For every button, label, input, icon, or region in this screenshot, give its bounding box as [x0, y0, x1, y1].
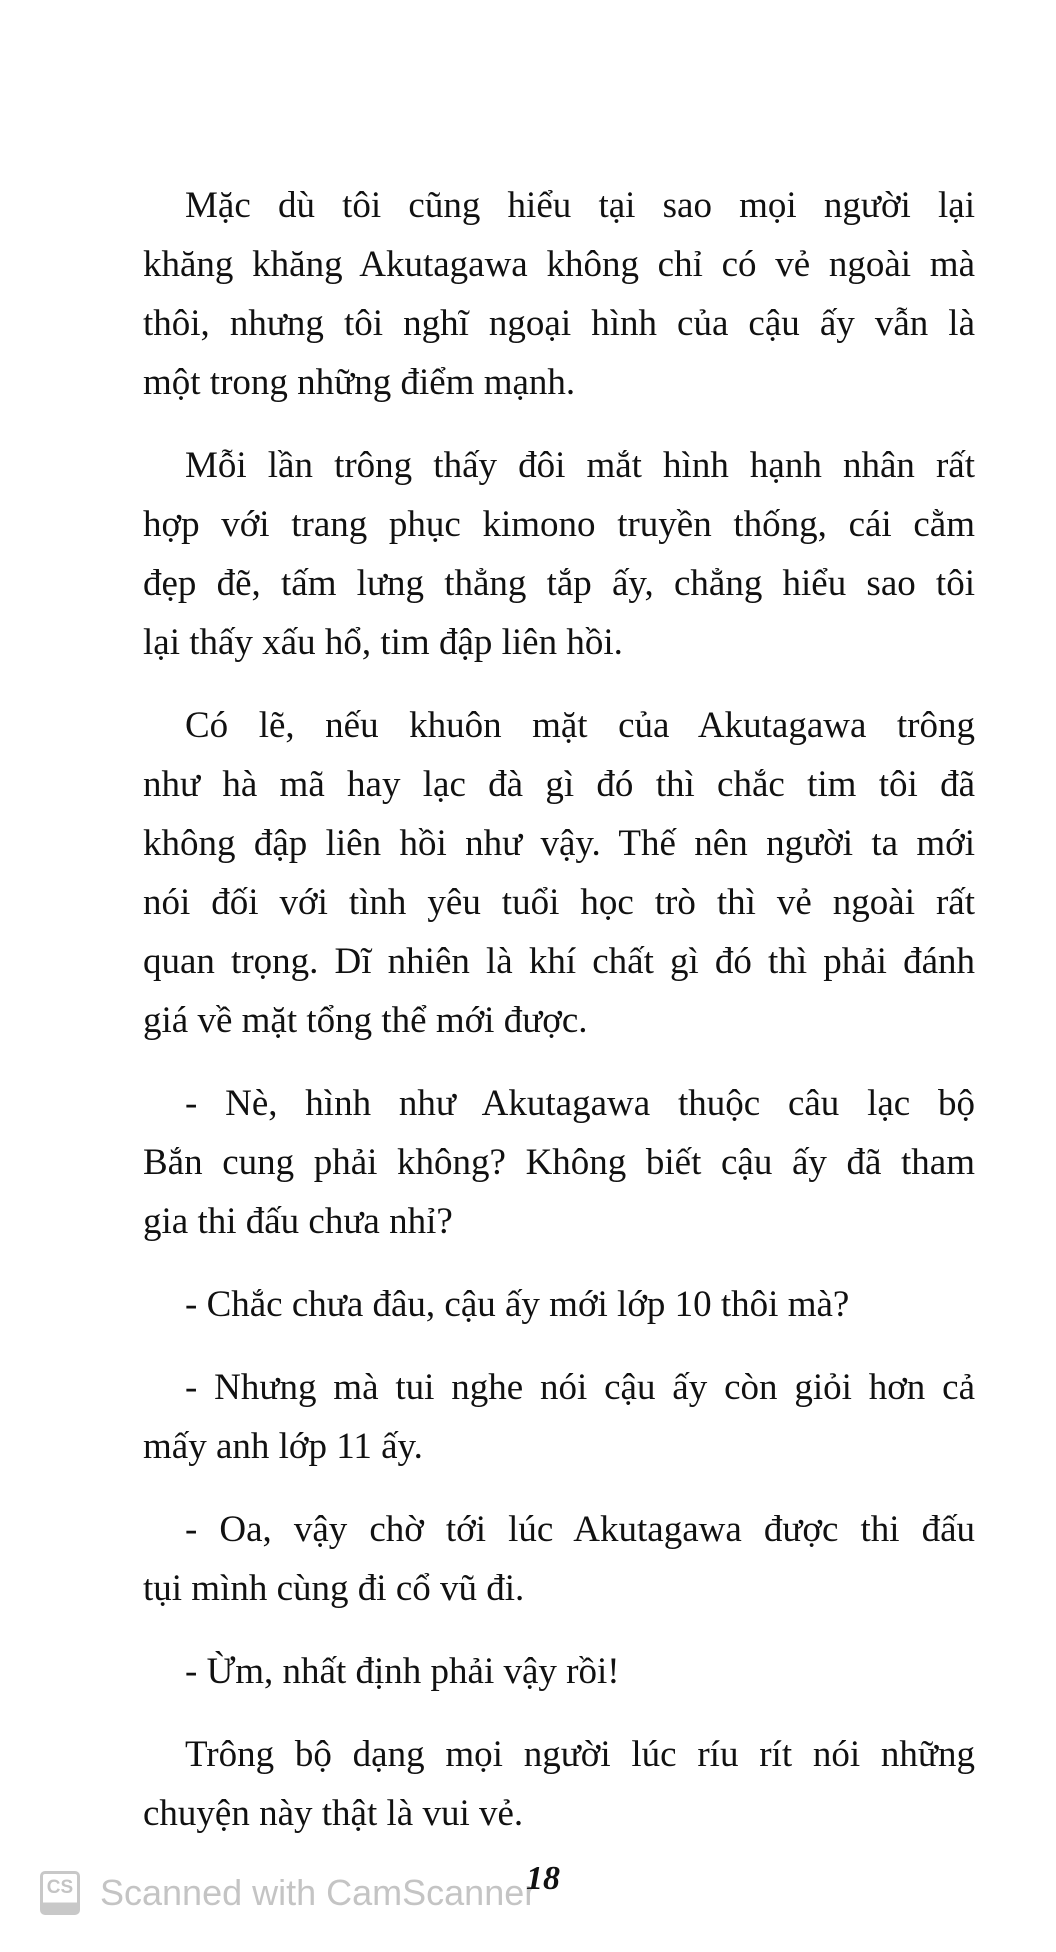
text-line: - Nè, hình như Akutagawa thuộc câu lạc bộ: [185, 1083, 975, 1124]
paragraph: [143, 436, 975, 672]
text-line: chuyện này thật là vui vẻ.: [143, 1793, 524, 1834]
text-line: hợp với trang phục kimono truyền thống, cái cằm: [143, 504, 975, 545]
text-line: Trông bộ dạng mọi người lúc ríu rít nói những: [185, 1734, 975, 1775]
paragraph: [143, 1358, 975, 1476]
text-line: Mỗi lần trông thấy đôi mắt hình hạnh nhân rất: [185, 445, 975, 486]
page-number: 18: [526, 1860, 560, 1897]
paragraph: [143, 1642, 975, 1701]
paragraph: [143, 1275, 975, 1334]
paragraph: [143, 176, 975, 412]
paragraph: [143, 1725, 975, 1843]
text-line: như hà mã hay lạc đà gì đó thì chắc tim tôi đã: [143, 764, 975, 805]
paragraph: [143, 696, 975, 1050]
text-line: thôi, nhưng tôi nghĩ ngoại hình của cậu ấy vẫn là: [143, 303, 975, 344]
book-page-text: [143, 176, 975, 1867]
text-line: - Ừm, nhất định phải vậy rồi!: [185, 1651, 620, 1692]
text-line: tụi mình cùng đi cổ vũ đi.: [143, 1568, 525, 1609]
text-line: quan trọng. Dĩ nhiên là khí chất gì đó thì phải đánh: [143, 941, 975, 982]
camscanner-logo-icon: CS: [40, 1871, 80, 1915]
text-line: - Nhưng mà tui nghe nói cậu ấy còn giỏi hơn cả: [185, 1367, 975, 1408]
text-line: nói đối với tình yêu tuổi học trò thì vẻ ngoài rất: [143, 882, 975, 923]
paragraph: [143, 1500, 975, 1618]
text-line: mấy anh lớp 11 ấy.: [143, 1426, 423, 1467]
text-line: - Chắc chưa đâu, cậu ấy mới lớp 10 thôi mà?: [185, 1284, 850, 1325]
paragraph: [143, 1074, 975, 1251]
text-line: Có lẽ, nếu khuôn mặt của Akutagawa trông: [185, 705, 975, 746]
text-line: lại thấy xấu hổ, tim đập liên hồi.: [143, 622, 623, 663]
text-line: không đập liên hồi như vậy. Thế nên người ta mới: [143, 823, 975, 864]
text-line: giá về mặt tổng thể mới được.: [143, 1000, 588, 1041]
text-line: Bắn cung phải không? Không biết cậu ấy đã tham: [143, 1142, 975, 1183]
camscanner-watermark: [40, 1871, 536, 1915]
watermark-text: Scanned with CamScanner: [100, 1872, 537, 1913]
text-line: Mặc dù tôi cũng hiểu tại sao mọi người lại: [185, 185, 975, 226]
text-line: gia thi đấu chưa nhỉ?: [143, 1201, 453, 1242]
text-line: khăng khăng Akutagawa không chỉ có vẻ ngoài mà: [143, 244, 975, 285]
text-line: một trong những điểm mạnh.: [143, 362, 576, 403]
text-line: - Oa, vậy chờ tới lúc Akutagawa được thi đấu: [185, 1509, 975, 1550]
text-line: đẹp đẽ, tấm lưng thẳng tắp ấy, chẳng hiểu sao tôi: [143, 563, 975, 604]
